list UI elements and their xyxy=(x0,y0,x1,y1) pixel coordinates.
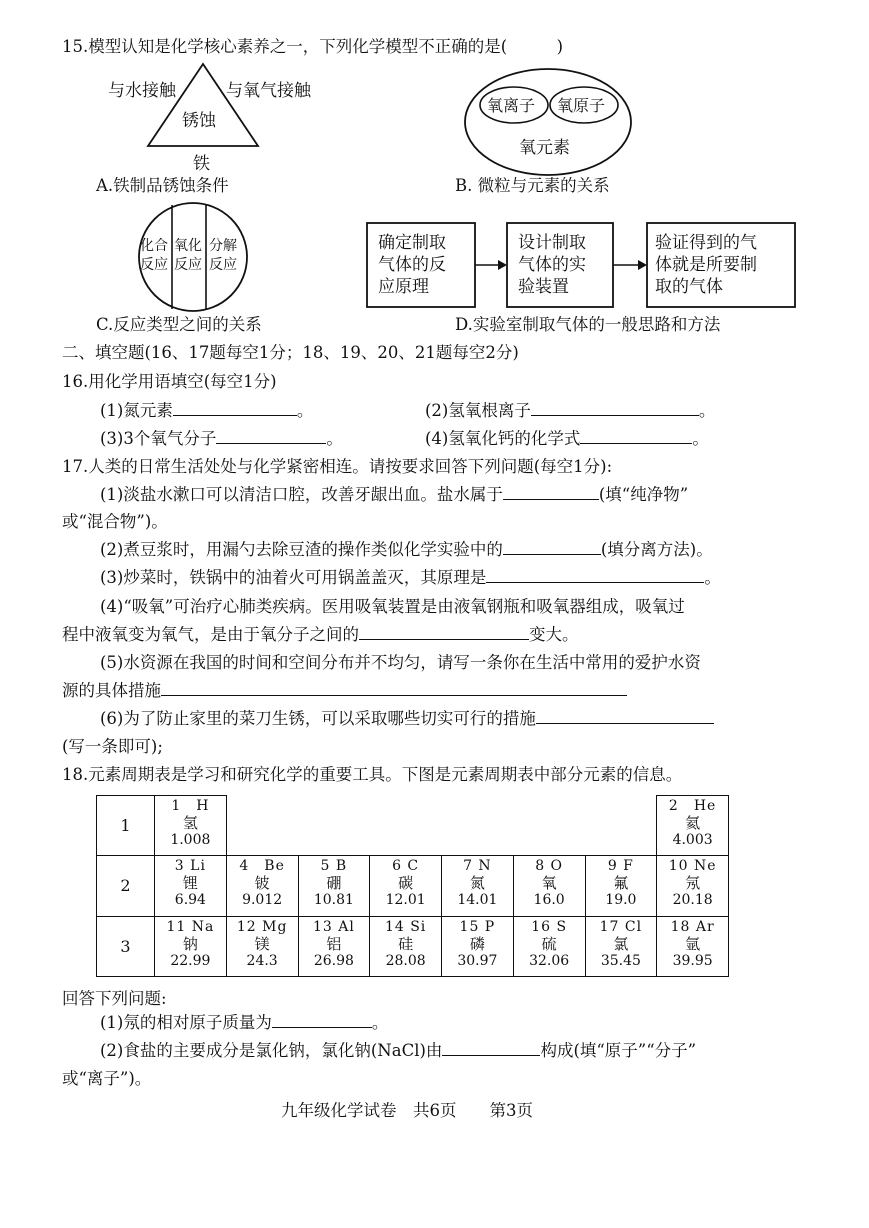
combination-label-2: 反应 xyxy=(140,257,168,273)
element-mass: 32.06 xyxy=(529,952,570,969)
q17-part-6 xyxy=(100,708,714,730)
element-mass: 10.81 xyxy=(313,892,354,909)
period-number: 1 xyxy=(97,796,155,856)
flow-box-1-line-3: 应原理 xyxy=(378,277,429,297)
q16-answer-3-blank[interactable] xyxy=(216,428,326,444)
q17-part-1 xyxy=(100,484,688,506)
element-cell-li xyxy=(155,856,227,916)
element-cell-ne xyxy=(657,856,729,916)
q16-part-2-label: (2)氢氧根离子 xyxy=(425,401,531,420)
flow-arrowhead-2 xyxy=(638,260,647,270)
element-mass: 28.08 xyxy=(385,952,426,969)
q16-part-2 xyxy=(425,400,715,422)
flow-box-3-line-2: 体就是所要制 xyxy=(655,255,757,275)
element-mass: 16.0 xyxy=(533,892,565,909)
element-name: 镁 xyxy=(254,934,270,953)
element-name: 铝 xyxy=(326,934,342,953)
element-symbol: 15 P xyxy=(459,918,496,935)
flow-box-1-line-1: 确定制取 xyxy=(378,233,446,253)
diagram-b-atom-label: 氧原子 xyxy=(557,96,606,115)
q16-part-4-label: (4)氢氧化钙的化学式 xyxy=(425,429,581,448)
element-name: 钠 xyxy=(182,934,198,953)
element-mass: 20.18 xyxy=(672,892,713,909)
element-name: 氧 xyxy=(541,874,557,893)
element-symbol: 11 Na xyxy=(166,918,215,935)
element-symbol: 1 H xyxy=(171,798,210,814)
q16-part-4-end: 。 xyxy=(692,429,709,448)
q16-answer-1-blank[interactable] xyxy=(173,400,297,416)
element-mass: 26.98 xyxy=(313,952,354,969)
q17-part-5-line-1: (5)水资源在我国的时间和空间分布并不均匀，请写一条你在生活中常用的爱护水资 xyxy=(100,653,701,672)
element-cell-c xyxy=(370,856,442,916)
element-symbol: 16 S xyxy=(531,918,568,935)
section-2-heading: 二、填空题(16、17题每空1分；18、19、20、21题每空2分) xyxy=(62,343,519,362)
q16-part-1-label: (1)氮元素 xyxy=(100,401,173,420)
flow-box-3-line-1: 验证得到的气 xyxy=(655,233,757,253)
flow-arrowhead-1 xyxy=(498,260,507,270)
element-symbol: 5 B xyxy=(320,858,348,875)
element-symbol: 3 Li xyxy=(174,858,206,875)
combination-label-1: 化合 xyxy=(140,238,168,254)
diagram-a-center-label: 锈蚀 xyxy=(182,111,216,131)
q17-part-5-line-2 xyxy=(62,680,627,702)
element-mass: 19.0 xyxy=(605,892,637,909)
element-symbol: 12 Mg xyxy=(236,918,288,935)
q17-part-2-text: (2)煮豆浆时，用漏勺去除豆渣的操作类似化学实验中的 xyxy=(100,540,503,559)
flow-box-1-line-2: 气体的反 xyxy=(378,255,446,275)
element-name: 碳 xyxy=(398,874,414,893)
q17-part-1-hint: (填“纯净物” xyxy=(598,485,689,504)
flow-box-2-line-1: 设计制取 xyxy=(518,233,586,253)
q18-answer-intro: 回答下列问题: xyxy=(62,989,167,1008)
q16-answer-4-blank[interactable] xyxy=(580,428,692,444)
element-name: 硅 xyxy=(398,934,414,953)
element-name: 氮 xyxy=(469,874,485,893)
q17-part-6-text: (6)为了防止家里的菜刀生锈，可以采取哪些切实可行的措施 xyxy=(100,709,536,728)
element-symbol: 4 Be xyxy=(239,858,285,875)
q18-part-1-text: (1)氖的相对原子质量为 xyxy=(100,1013,272,1032)
particle-element-diagram xyxy=(462,66,638,178)
q17-part-2-hint: (填分离方法)。 xyxy=(600,540,713,559)
diagram-b-element-label: 氧元素 xyxy=(519,138,570,158)
diagram-a-left-label: 与水接触 xyxy=(108,81,176,101)
element-symbol: 10 Ne xyxy=(668,858,717,875)
q17-answer-1-blank[interactable] xyxy=(503,484,599,500)
element-cell-ar xyxy=(657,916,729,976)
option-a-caption: A.铁制品锈蚀条件 xyxy=(96,176,229,195)
q17-part-3 xyxy=(100,567,721,589)
reaction-type-diagram xyxy=(136,200,250,314)
period-number: 3 xyxy=(97,916,155,976)
element-mass: 6.94 xyxy=(174,892,206,909)
q17-part-2 xyxy=(100,539,713,561)
q17-answer-3-blank[interactable] xyxy=(486,567,704,583)
element-name: 氖 xyxy=(685,874,701,893)
q18-answer-2-blank[interactable] xyxy=(442,1040,540,1056)
element-name: 铍 xyxy=(254,874,270,893)
q18-part-2 xyxy=(100,1040,696,1062)
element-mass: 39.95 xyxy=(672,952,713,969)
decomposition-label-2: 反应 xyxy=(209,257,237,273)
element-name: 氯 xyxy=(613,934,629,953)
element-ellipse xyxy=(465,69,631,175)
element-mass: 22.99 xyxy=(170,952,211,969)
element-mass: 9.012 xyxy=(242,892,283,909)
element-symbol: 2 He xyxy=(668,798,717,814)
q17-part-4-line-1: (4)“吸氧”可治疗心肺类疾病。医用吸氧装置是由液氧钢瓶和吸氧器组成，吸氧过 xyxy=(100,597,685,616)
q17-part-1-text: (1)淡盐水漱口可以清洁口腔，改善牙龈出血。盐水属于 xyxy=(100,485,503,504)
q18-part-2-text: (2)食盐的主要成分是氯化钠，氯化钠(NaCl)由 xyxy=(100,1041,443,1060)
element-cell-na xyxy=(155,916,227,976)
q16-stem: 16.用化学用语填空(每空1分) xyxy=(62,372,277,391)
element-cell-be xyxy=(226,856,298,916)
element-cell-h xyxy=(155,796,227,856)
element-mass: 24.3 xyxy=(246,952,278,969)
element-name: 硼 xyxy=(326,874,342,893)
q16-part-2-end: 。 xyxy=(698,401,716,420)
element-symbol: 17 Cl xyxy=(599,918,643,935)
diagram-a-bottom-label: 铁 xyxy=(193,154,210,174)
q17-part-5-text: 源的具体措施 xyxy=(62,681,161,700)
q17-answer-2-blank[interactable] xyxy=(503,539,601,555)
q18-part-2-hint: 构成(填“原子”“分子” xyxy=(540,1041,697,1060)
q17-answer-5-blank[interactable] xyxy=(161,680,627,696)
q16-part-1 xyxy=(100,400,313,422)
element-mass: 30.97 xyxy=(457,952,498,969)
element-symbol: 14 Si xyxy=(384,918,427,935)
flow-box-2-line-3: 验装置 xyxy=(518,277,569,297)
q18-part-1 xyxy=(100,1012,388,1034)
element-name: 氟 xyxy=(613,874,629,893)
q17-answer-4-blank[interactable] xyxy=(359,624,529,640)
q18-answer-1-blank[interactable] xyxy=(272,1012,372,1028)
option-d-caption: D.实验室制取气体的一般思路和方法 xyxy=(455,315,721,334)
element-cell-mg xyxy=(226,916,298,976)
element-name: 氢 xyxy=(182,814,198,832)
diagram-a-right-label: 与氧气接触 xyxy=(226,81,311,101)
element-cell-p xyxy=(442,916,514,976)
q17-part-3-text: (3)炒菜时，铁锅中的油着火可用锅盖盖灭，其原理是 xyxy=(100,568,487,587)
element-cell-o xyxy=(513,856,585,916)
q17-part-3-end: 。 xyxy=(704,568,721,587)
period-2-row xyxy=(97,856,729,916)
q15-stem: 15.模型认知是化学核心素养之一，下列化学模型不正确的是( ) xyxy=(62,37,564,56)
oxidation-label-2: 反应 xyxy=(174,257,202,273)
element-mass: 12.01 xyxy=(385,892,426,909)
element-cell-he xyxy=(657,796,729,856)
q17-stem: 17.人类的日常生活处处与化学紧密相连。请按要求回答下列问题(每空1分): xyxy=(62,457,613,476)
option-b-caption: B. 微粒与元素的关系 xyxy=(455,176,610,195)
element-mass: 35.45 xyxy=(600,952,641,969)
q18-part-1-end: 。 xyxy=(371,1013,389,1032)
q18-stem: 18.元素周期表是学习和研究化学的重要工具。下图是元素周期表中部分元素的信息。 xyxy=(62,765,683,784)
q18-part-2-cont: 或“离子”)。 xyxy=(62,1069,152,1088)
gas-prep-flowchart xyxy=(366,222,798,310)
element-name: 氩 xyxy=(685,934,701,953)
element-name: 锂 xyxy=(182,874,198,893)
element-cell-si xyxy=(370,916,442,976)
q16-part-3-end: 。 xyxy=(326,429,343,448)
period-1-row xyxy=(97,796,729,856)
rust-triangle xyxy=(148,64,258,146)
q16-part-3-label: (3)3个氧气分子 xyxy=(100,429,217,448)
q17-part-1-cont: 或“混合物”)。 xyxy=(62,512,168,531)
periodic-table xyxy=(96,795,729,977)
element-name: 硫 xyxy=(541,934,557,953)
q17-part-4-end: 变大。 xyxy=(529,625,579,644)
oxidation-label-1: 氧化 xyxy=(174,238,202,254)
q17-part-4-text: 程中液氧变为氧气，是由于氧分子之间的 xyxy=(62,625,359,644)
period-number: 2 xyxy=(97,856,155,916)
element-cell-al xyxy=(298,916,370,976)
page-footer: 九年级化学试卷 共6页 第3页 xyxy=(281,1101,533,1120)
element-mass: 14.01 xyxy=(457,892,498,909)
element-symbol: 6 C xyxy=(392,858,420,875)
q17-part-6-cont: (写一条即可); xyxy=(62,737,163,756)
element-symbol: 13 Al xyxy=(312,918,355,935)
rust-triangle-diagram xyxy=(100,58,330,178)
period-1-gap xyxy=(226,796,657,856)
option-c-caption: C.反应类型之间的关系 xyxy=(96,315,262,334)
period-3-row xyxy=(97,916,729,976)
element-symbol: 8 O xyxy=(535,858,564,875)
q17-answer-6-blank[interactable] xyxy=(536,708,714,724)
element-cell-s xyxy=(513,916,585,976)
element-cell-n xyxy=(442,856,514,916)
q16-part-1-end: 。 xyxy=(296,401,314,420)
element-mass: 1.008 xyxy=(170,832,211,848)
q16-part-4 xyxy=(425,428,709,450)
element-name: 氦 xyxy=(685,814,701,832)
decomposition-label-1: 分解 xyxy=(209,238,237,254)
flow-box-2-line-2: 气体的实 xyxy=(518,255,586,275)
q17-part-4-line-2 xyxy=(62,624,579,646)
element-mass: 4.003 xyxy=(672,832,713,848)
flow-box-3-line-3: 取的气体 xyxy=(655,277,723,297)
element-cell-f xyxy=(585,856,657,916)
q16-answer-2-blank[interactable] xyxy=(531,400,699,416)
element-cell-cl xyxy=(585,916,657,976)
element-symbol: 9 F xyxy=(607,858,634,875)
q16-part-3 xyxy=(100,428,343,450)
diagram-b-ion-label: 氧离子 xyxy=(487,96,536,115)
element-symbol: 7 N xyxy=(463,858,492,875)
element-name: 磷 xyxy=(469,934,485,953)
element-cell-b xyxy=(298,856,370,916)
element-symbol: 18 Ar xyxy=(670,918,715,935)
